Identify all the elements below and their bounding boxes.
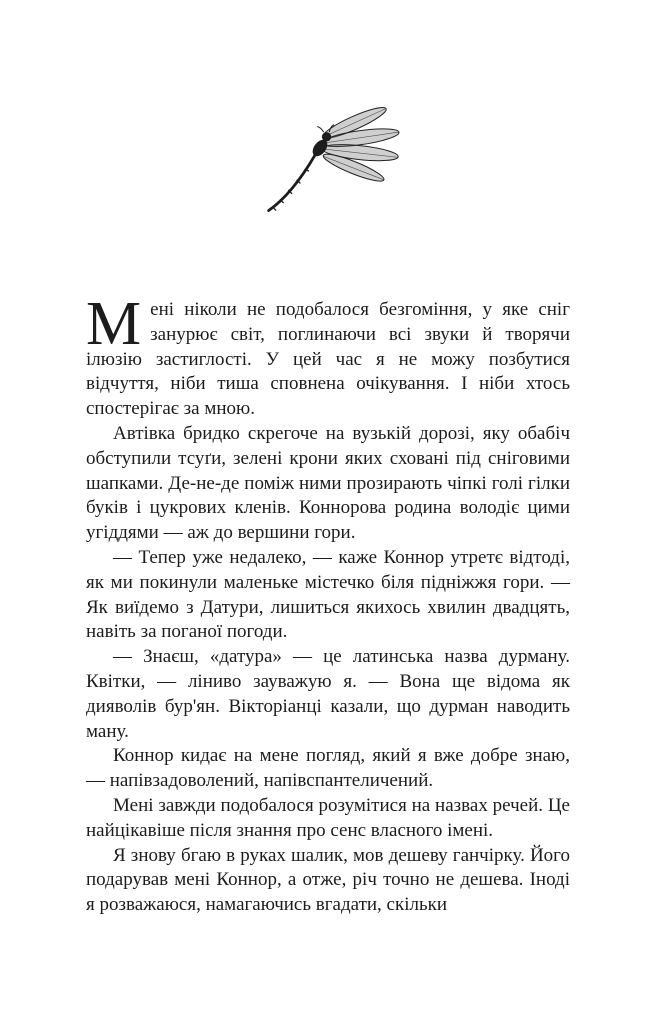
body-text xyxy=(86,290,570,918)
paragraph xyxy=(86,290,570,422)
paragraph: — Знаєш, «датура» — це латинська назва дурману. Квітки, — ліниво зауважую я. — Вона ще відома як дияволів бур'ян. Вікторіанці казали, що дурман наводить ману. xyxy=(86,646,570,742)
paragraph: — Тепер уже недалеко, — каже Коннор утретє відтоді, як ми покинули маленьке містечко біля підніжжя гори. — Як виїдемо з Датури, лишиться якихось хвилин двадцять, навіть за поганої погоди. xyxy=(86,546,570,643)
paragraph: Автівка бридко скрегоче на вузькій дорозі, яку обабіч обступили тсуґи, зелені крони яких сховані під сніговими шапками. Де-не-де поміж ними прозирають чіпкі голі гілки буків і цукрових кленів. Коннорова родина володіє цими угіддями — аж до вершини гори. xyxy=(86,422,570,544)
dragonfly-icon xyxy=(261,102,401,222)
paragraph: Я знову бгаю в руках шалик, мов дешеву ганчірку. Його подарував мені Коннор, а отже, річ точно не дешева. Іноді я розважаюся, намагаючись вгадати, скільки xyxy=(86,844,570,916)
paragraph: Мені завжди подобалося розумітися на назвах речей. Це найцікавіше після знання про сенс власного імені. xyxy=(86,794,570,841)
paragraph-text: ені ніколи не подобалося безгоміння, у яке сніг занурює світ, поглинаючи всі звуки й творячи ілюзію застиглості. У цей час я не можу позбутися відчуття, ніби тиша сповнена очікування. І ніби хтось спостерігає за мною. xyxy=(86,299,570,420)
paragraph: Коннор кидає на мене погляд, який я вже добре знаю, — напівзадоволений, напівспантеличений. xyxy=(86,745,570,792)
drop-cap: М xyxy=(86,290,142,358)
